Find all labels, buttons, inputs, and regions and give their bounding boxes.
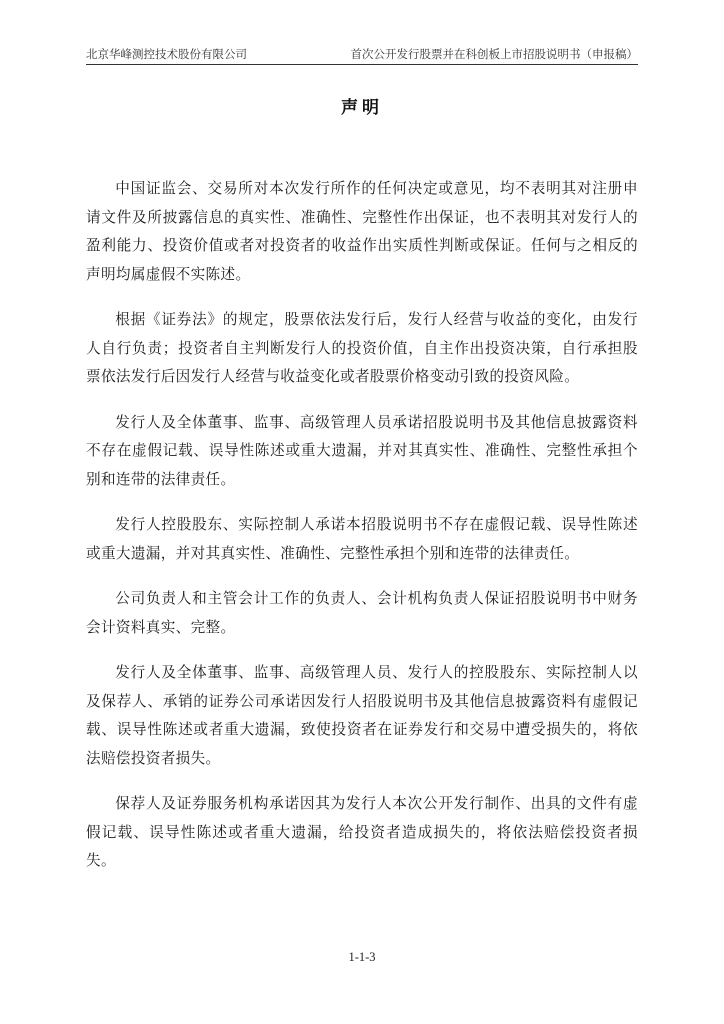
paragraph-directors-commitment: 发行人及全体董事、监事、高级管理人员承诺招股说明书及其他信息披露资料不存在虚假记载、误导性陈述或重大遗漏，并对其真实性、准确性、完整性承担个别和连带的法律责任。 (86, 413, 638, 488)
paragraph-regulator-disclaimer: 中国证监会、交易所对本次发行所作的任何决定或意见，均不表明其对注册申请文件及所披露信息的真实性、准确性、完整性作出保证，也不表明其对发行人的盈利能力、投资价值或者对投资者的收益作出实质性判断或保证。任何与之相反的声明均属虚假不实陈述。 (86, 180, 638, 283)
page-header (86, 46, 638, 65)
paragraph-securities-law: 根据《证券法》的规定，股票依法发行后，发行人经营与收益的变化，由发行人自行负责；投资者自主判断发行人的投资价值，自主作出投资决策，自行承担股票依法发行后因发行人经营与收益变化或者股票价格变动引致的投资风险。 (86, 311, 638, 385)
page-number: 1-1-3 (348, 950, 376, 964)
paragraph-compensation-commitment: 发行人及全体董事、监事、高级管理人员、发行人的控股股东、实际控制人以及保荐人、承销的证券公司承诺因发行人招股说明书及其他信息披露资料有虚假记载、误导性陈述或者重大遗漏，致使投资者在证券发行和交易中遭受损失的，将依法赔偿投资者损失。 (86, 664, 638, 767)
paragraph-sponsor-commitment: 保荐人及证券服务机构承诺因其为发行人本次公开发行制作、出具的文件有虚假记载、误导性陈述或者重大遗漏，给投资者造成损失的，将依法赔偿投资者损失。 (86, 795, 638, 869)
declaration-body (86, 175, 638, 893)
header-document-title: 首次公开发行股票并在科创板上市招股说明书（申报稿） (350, 47, 638, 61)
paragraph-controlling-shareholder-commitment: 发行人控股股东、实际控制人承诺本招股说明书不存在虚假记载、误导性陈述或重大遗漏，并对其真实性、准确性、完整性承担个别和连带的法律责任。 (86, 516, 638, 562)
page-title: 声明 (341, 98, 383, 118)
header-company-name: 北京华峰测控技术股份有限公司 (86, 47, 247, 61)
paragraph-financial-guarantee: 公司负责人和主管会计工作的负责人、会计机构负责人保证招股说明书中财务会计资料真实、完整。 (86, 590, 638, 636)
